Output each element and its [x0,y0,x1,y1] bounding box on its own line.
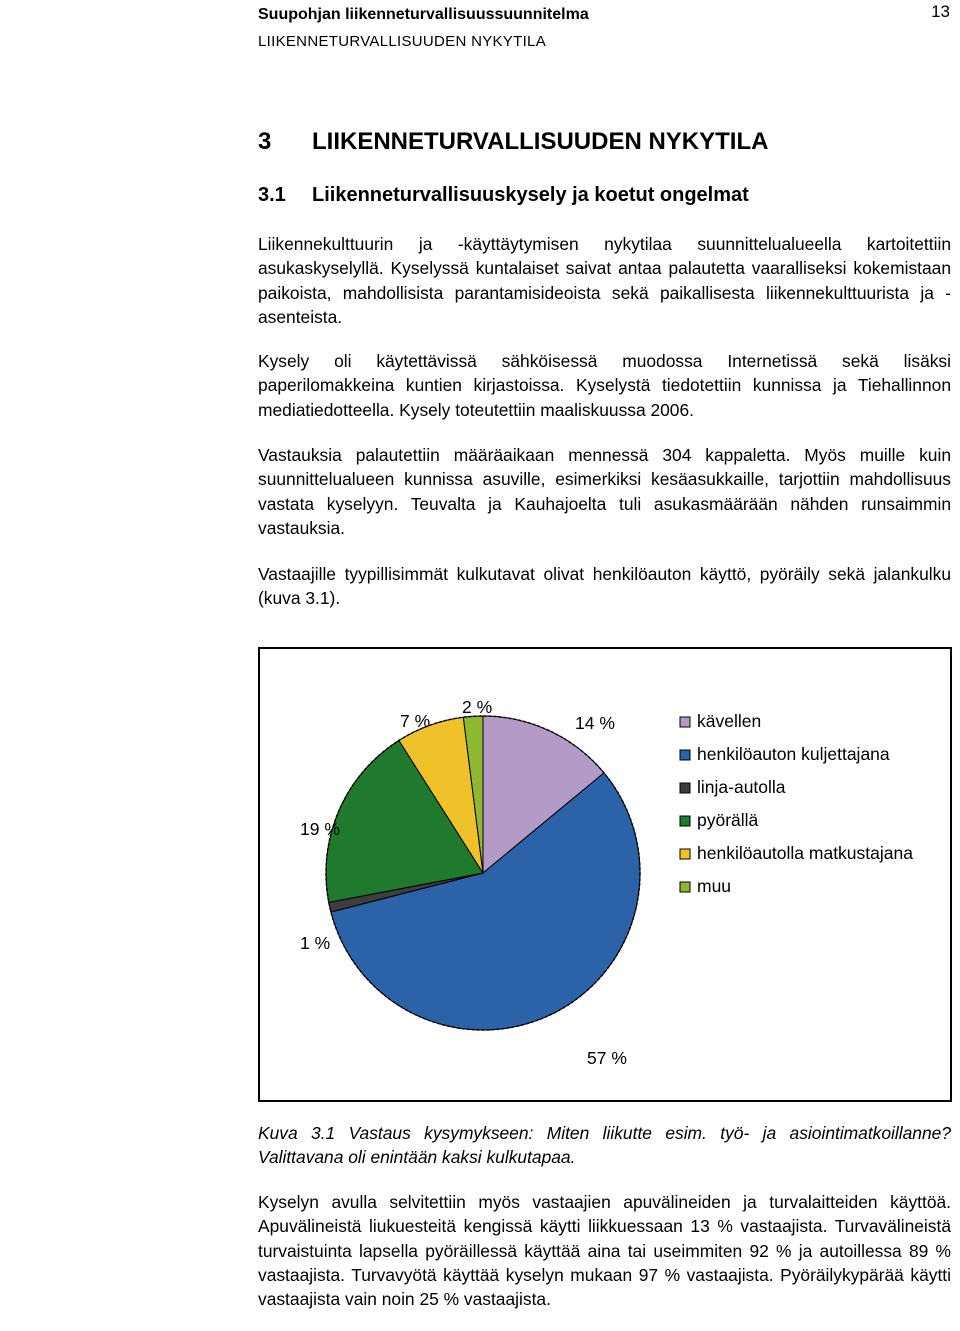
legend-swatch-linja-autolla [680,783,690,793]
document-title: Suupohjan liikenneturvallisuussuunnitelma [258,6,589,23]
data-label-pyoralla: 19 % [300,819,340,839]
paragraph-5: Kyselyn avulla selvitettiin myös vastaajien apuvälineiden ja turvalaitteiden käyttöä. Apuvälineistä liukuesteitä kengissä käytti liikkuessaan 13 % vastaajista. Turvavälineistä turvaistuinta lapsella pyöräillessä käyttää aina tai useimmiten 92 % ja autoillessa 89 % vastaajista. Turvavyötä käyttää kyselyn mukaan 97 % vastaajista. Pyöräilykypärää käytti vastaajista vain noin 25 % vastaajista. [258,1192,951,1310]
paragraph-1: Liikennekulttuurin ja -käyttäytymisen nykytilaa suunnittelualueella kartoitettiin asukaskyselyllä. Kyselyssä kuntalaiset saivat antaa palautetta vaaralliseksi kokemistaan paikoista, mahdollisista parantamisideoista sekä paikallisesta liikennekulttuurista ja -asenteista. [258,234,951,327]
paragraph-3: Vastauksia palautettiin määräaikaan mennessä 304 kappaletta. Myös muille kuin suunnittelualueen kunnissa asuville, esimerkiksi kesäasukkaille, tarjottiin mahdollisuus vastata kyselyyn. Teuvalta ja Kauhajoelta tuli asukasmäärään nähden runsaimmin vastauksia. [258,445,951,538]
legend-label-kavellen: kävellen [697,711,762,731]
legend-label-pyoralla: pyörällä [697,810,759,830]
section-heading [258,128,768,156]
section-title: LIIKENNETURVALLISUUDEN NYKYTILA [312,128,769,155]
figure-caption: Kuva 3.1 Vastaus kysymykseen: Miten liikutte esim. työ- ja asiointimatkoillanne? Valittavana oli enintään kaksi kulkutapaa. [258,1123,951,1167]
data-label-muu: 2 % [462,697,493,717]
legend-label-muu: muu [697,876,732,896]
legend-swatch-henkiloautolla-matkustajana [680,849,690,859]
legend-swatch-henkiloauton-kuljettajana [680,750,690,760]
paragraph-2: Kysely oli käytettävissä sähköisessä muodossa Internetissä sekä lisäksi paperilomakkeina kuntien kirjastoissa. Kyselystä tiedotettiin kunnissa ja Tiehallinnon mediatiedotteella. Kysely toteutettiin maaliskuussa 2006. [258,351,951,420]
data-label-henkiloautolla-matkustajana: 7 % [400,711,431,731]
data-label-kavellen: 14 % [575,713,615,733]
data-label-henkiloauton-kuljettajana: 57 % [587,1048,627,1068]
legend-swatch-muu [680,882,690,892]
subsection-heading [258,184,749,207]
pie-chart-figure [258,647,952,1102]
legend-label-henkiloautolla-matkustajana: henkilöautolla matkustajana [697,843,913,863]
legend-label-linja-autolla: linja-autolla [697,777,786,797]
section-number: 3 [258,128,272,155]
running-header: LIIKENNETURVALLISUUDEN NYKYTILA [258,33,546,50]
paragraph-4: Vastaajille tyypillisimmät kulkutavat olivat henkilöauton käyttö, pyöräily sekä jalankulku (kuva 3.1). [258,564,951,609]
subsection-number: 3.1 [258,184,286,206]
pie-chart [260,649,950,1100]
legend-swatch-pyoralla [680,816,690,826]
subsection-title: Liikenneturvallisuuskysely ja koetut ongelmat [312,184,749,206]
data-label-linja-autolla: 1 % [300,933,331,953]
page-number: 13 [931,2,950,21]
legend-label-henkiloauton-kuljettajana: henkilöauton kuljettajana [697,744,890,764]
legend-swatch-kavellen [680,717,690,727]
